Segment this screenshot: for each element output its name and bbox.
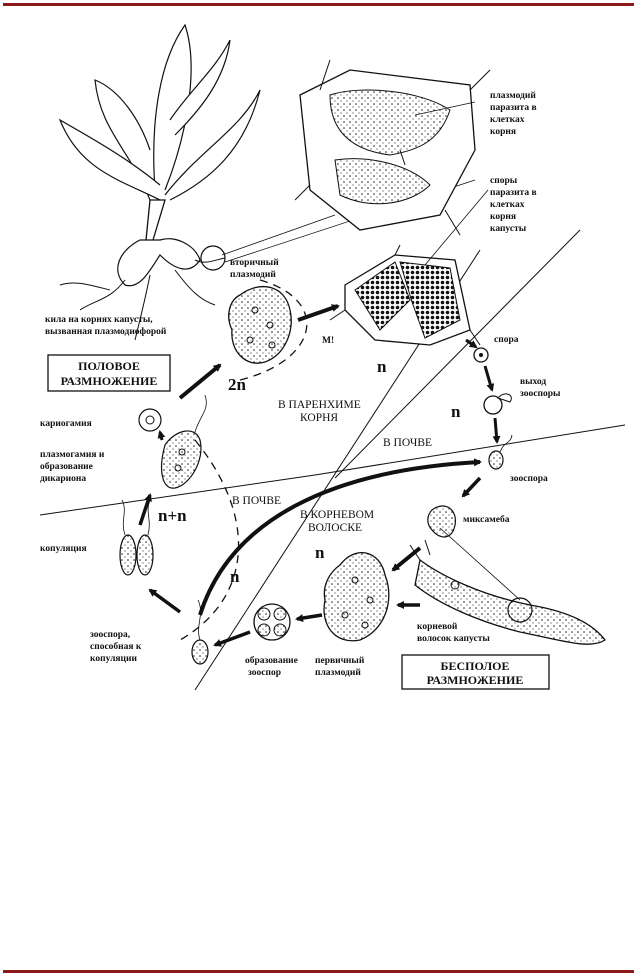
arrow-plasmogamy-to-karyogamy [160, 432, 162, 440]
cabbage-plant-illustration [60, 25, 260, 340]
label-secondary-plasmodium [230, 257, 279, 280]
asexual-box-line-2: РАЗМНОЖЕНИЕ [426, 673, 524, 687]
arrow-formation-to-zoospore [215, 632, 250, 645]
myxamoeba-cell [428, 506, 456, 537]
label-root-hair [417, 621, 490, 644]
sexual-box-line-2: РАЗМНОЖЕНИЕ [60, 374, 158, 388]
svg-text:плазмодий: плазмодий [315, 668, 361, 678]
arrow-exit-to-zoospore [495, 418, 497, 442]
svg-text:волосок капусты: волосок капусты [417, 634, 490, 644]
arrow-myxamoeba-to-primary [393, 548, 420, 570]
svg-text:корневой: корневой [417, 622, 458, 632]
svg-text:капусты: капусты [490, 224, 527, 234]
copulation-cells-drawing [120, 500, 153, 575]
ploidy-haploid-right: n [451, 402, 461, 421]
ploidy-dikaryon: n+n [158, 506, 187, 525]
arrow-plasmodium-to-spores [298, 306, 338, 320]
svg-text:копуляции: копуляции [90, 654, 137, 664]
dikaryon-cell-drawing [162, 395, 207, 488]
label-primary-plasmodium [315, 655, 365, 678]
svg-text:дикариона: дикариона [40, 474, 87, 484]
copulation-zoospore-cell [192, 640, 208, 664]
svg-text:образование: образование [245, 656, 298, 666]
svg-text:споры: споры [490, 176, 518, 186]
arrow-zoospore-to-myxamoeba [463, 478, 480, 496]
arrow-primary-to-formation [297, 615, 322, 619]
svg-text:кила на корнях капусты,: кила на корнях капусты, [45, 315, 153, 325]
ploidy-haploid-center: n [377, 357, 387, 376]
svg-text:клетках: клетках [490, 115, 525, 125]
svg-text:образование: образование [40, 462, 93, 472]
primary-plasmodium-cell [324, 553, 389, 641]
svg-text:плазмодий: плазмодий [490, 91, 536, 101]
secondary-plasmodium-cell [229, 287, 292, 364]
region-in-soil-right: В ПОЧВЕ [383, 437, 433, 449]
region-in-parenchyma [278, 399, 361, 424]
svg-text:плазмогамия и: плазмогамия и [40, 450, 105, 460]
zoospore-cell [489, 451, 503, 469]
svg-text:плазмодий: плазмодий [230, 270, 276, 280]
svg-text:выход: выход [520, 377, 547, 387]
label-karyogamy: кариогамия [40, 419, 92, 429]
svg-text:паразита в: паразита в [490, 103, 537, 113]
label-zoospore-formation [245, 655, 298, 678]
svg-text:В ПАРЕНХИМЕ: В ПАРЕНХИМЕ [278, 399, 361, 411]
label-plasmogamy [40, 450, 105, 484]
ploidy-haploid-bottom: n [230, 567, 240, 586]
label-meiosis: М! [322, 336, 335, 346]
diagonal-divider-line-2 [335, 230, 580, 478]
svg-text:клетках: клетках [490, 200, 525, 210]
label-zoospore: зооспора [510, 474, 548, 484]
svg-text:первичный: первичный [315, 656, 365, 666]
svg-text:корня: корня [490, 212, 516, 222]
label-myxamoeba: миксамеба [463, 515, 510, 525]
label-spores-in-cells [490, 176, 537, 234]
svg-text:ВОЛОСКЕ: ВОЛОСКЕ [308, 522, 363, 534]
svg-text:зооспор: зооспор [248, 668, 281, 678]
arrow-zoospore-to-copulation [150, 590, 180, 612]
spores-root-cells-drawing [330, 245, 480, 345]
svg-text:корня: корня [490, 127, 516, 137]
label-club-root [45, 315, 167, 337]
zoom-pointer-line-1 [222, 215, 335, 255]
region-in-soil-left: В ПОЧВЕ [232, 495, 282, 507]
region-in-root-hair [300, 509, 374, 534]
svg-text:вторичный: вторичный [230, 258, 279, 268]
arrow-karyogamy-to-secondary [180, 365, 220, 398]
svg-text:способная к: способная к [90, 642, 142, 652]
plasmodium-root-cells-drawing [295, 60, 490, 235]
label-spore: спора [494, 335, 519, 345]
svg-text:зооспоры: зооспоры [520, 389, 561, 399]
svg-text:В КОРНЕВОМ: В КОРНЕВОМ [300, 509, 375, 521]
svg-text:КОРНЯ: КОРНЯ [300, 412, 339, 424]
karyogamy-cell-drawing [139, 409, 161, 431]
svg-text:паразита в: паразита в [490, 188, 537, 198]
label-zoospore-exit [520, 377, 561, 399]
asexual-box-line-1: БЕСПОЛОЕ [440, 659, 510, 673]
zoospore-formation-cell [254, 604, 290, 640]
svg-text:вызванная плазмодиофорой: вызванная плазмодиофорой [45, 327, 167, 337]
sexual-box-line-1: ПОЛОВОЕ [78, 359, 140, 373]
ploidy-diploid: 2n [228, 375, 246, 394]
label-copulation: копуляция [40, 544, 87, 554]
svg-text:зооспора,: зооспора, [90, 630, 131, 640]
arrow-spore-to-exit [485, 366, 492, 390]
label-copulation-zoospore [90, 630, 142, 664]
label-plasmodium-in-cells [490, 90, 537, 137]
ploidy-haploid-hair: n [315, 543, 325, 562]
